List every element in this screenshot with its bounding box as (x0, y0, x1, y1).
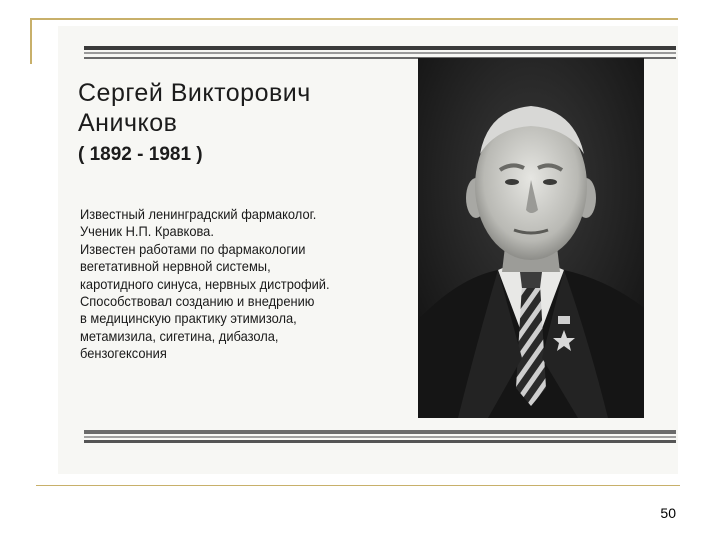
page-number: 50 (660, 505, 676, 521)
bottom-stripe (84, 436, 676, 438)
bio-line: каротидного синуса, нервных дистрофий. (80, 275, 330, 292)
surname-line: Аничков (78, 109, 178, 137)
bio-line: вегетативной нервной системы, (80, 258, 271, 275)
biography (80, 206, 420, 363)
bio-line: Известен работами по фармакологии (80, 240, 306, 257)
portrait-icon (418, 58, 644, 418)
bottom-stripe (84, 440, 676, 443)
bottom-stripe (84, 430, 676, 434)
plaque-photo (58, 26, 678, 474)
left-frame-rule (30, 18, 32, 64)
top-stripe (84, 52, 676, 54)
bio-line: в медицинскую практику этимизола, (80, 310, 297, 327)
top-frame-rule (30, 18, 678, 20)
bottom-frame-rule (36, 485, 680, 486)
bio-line: метамизила, сигетина, дибазола, (80, 327, 279, 344)
name-block (78, 78, 311, 168)
bio-line: Известный ленинградский фармаколог. (80, 206, 317, 222)
bio-line: Способствовал созданию и внедрению (80, 293, 315, 310)
bio-line: бензогексония (80, 345, 167, 362)
first-name-line: Сергей Викторович (78, 79, 311, 107)
life-years: ( 1892 - 1981 ) (78, 144, 203, 165)
top-stripe (84, 46, 676, 50)
portrait-photo (418, 58, 644, 418)
bio-line: Ученик Н.П. Кравкова. (80, 223, 214, 240)
